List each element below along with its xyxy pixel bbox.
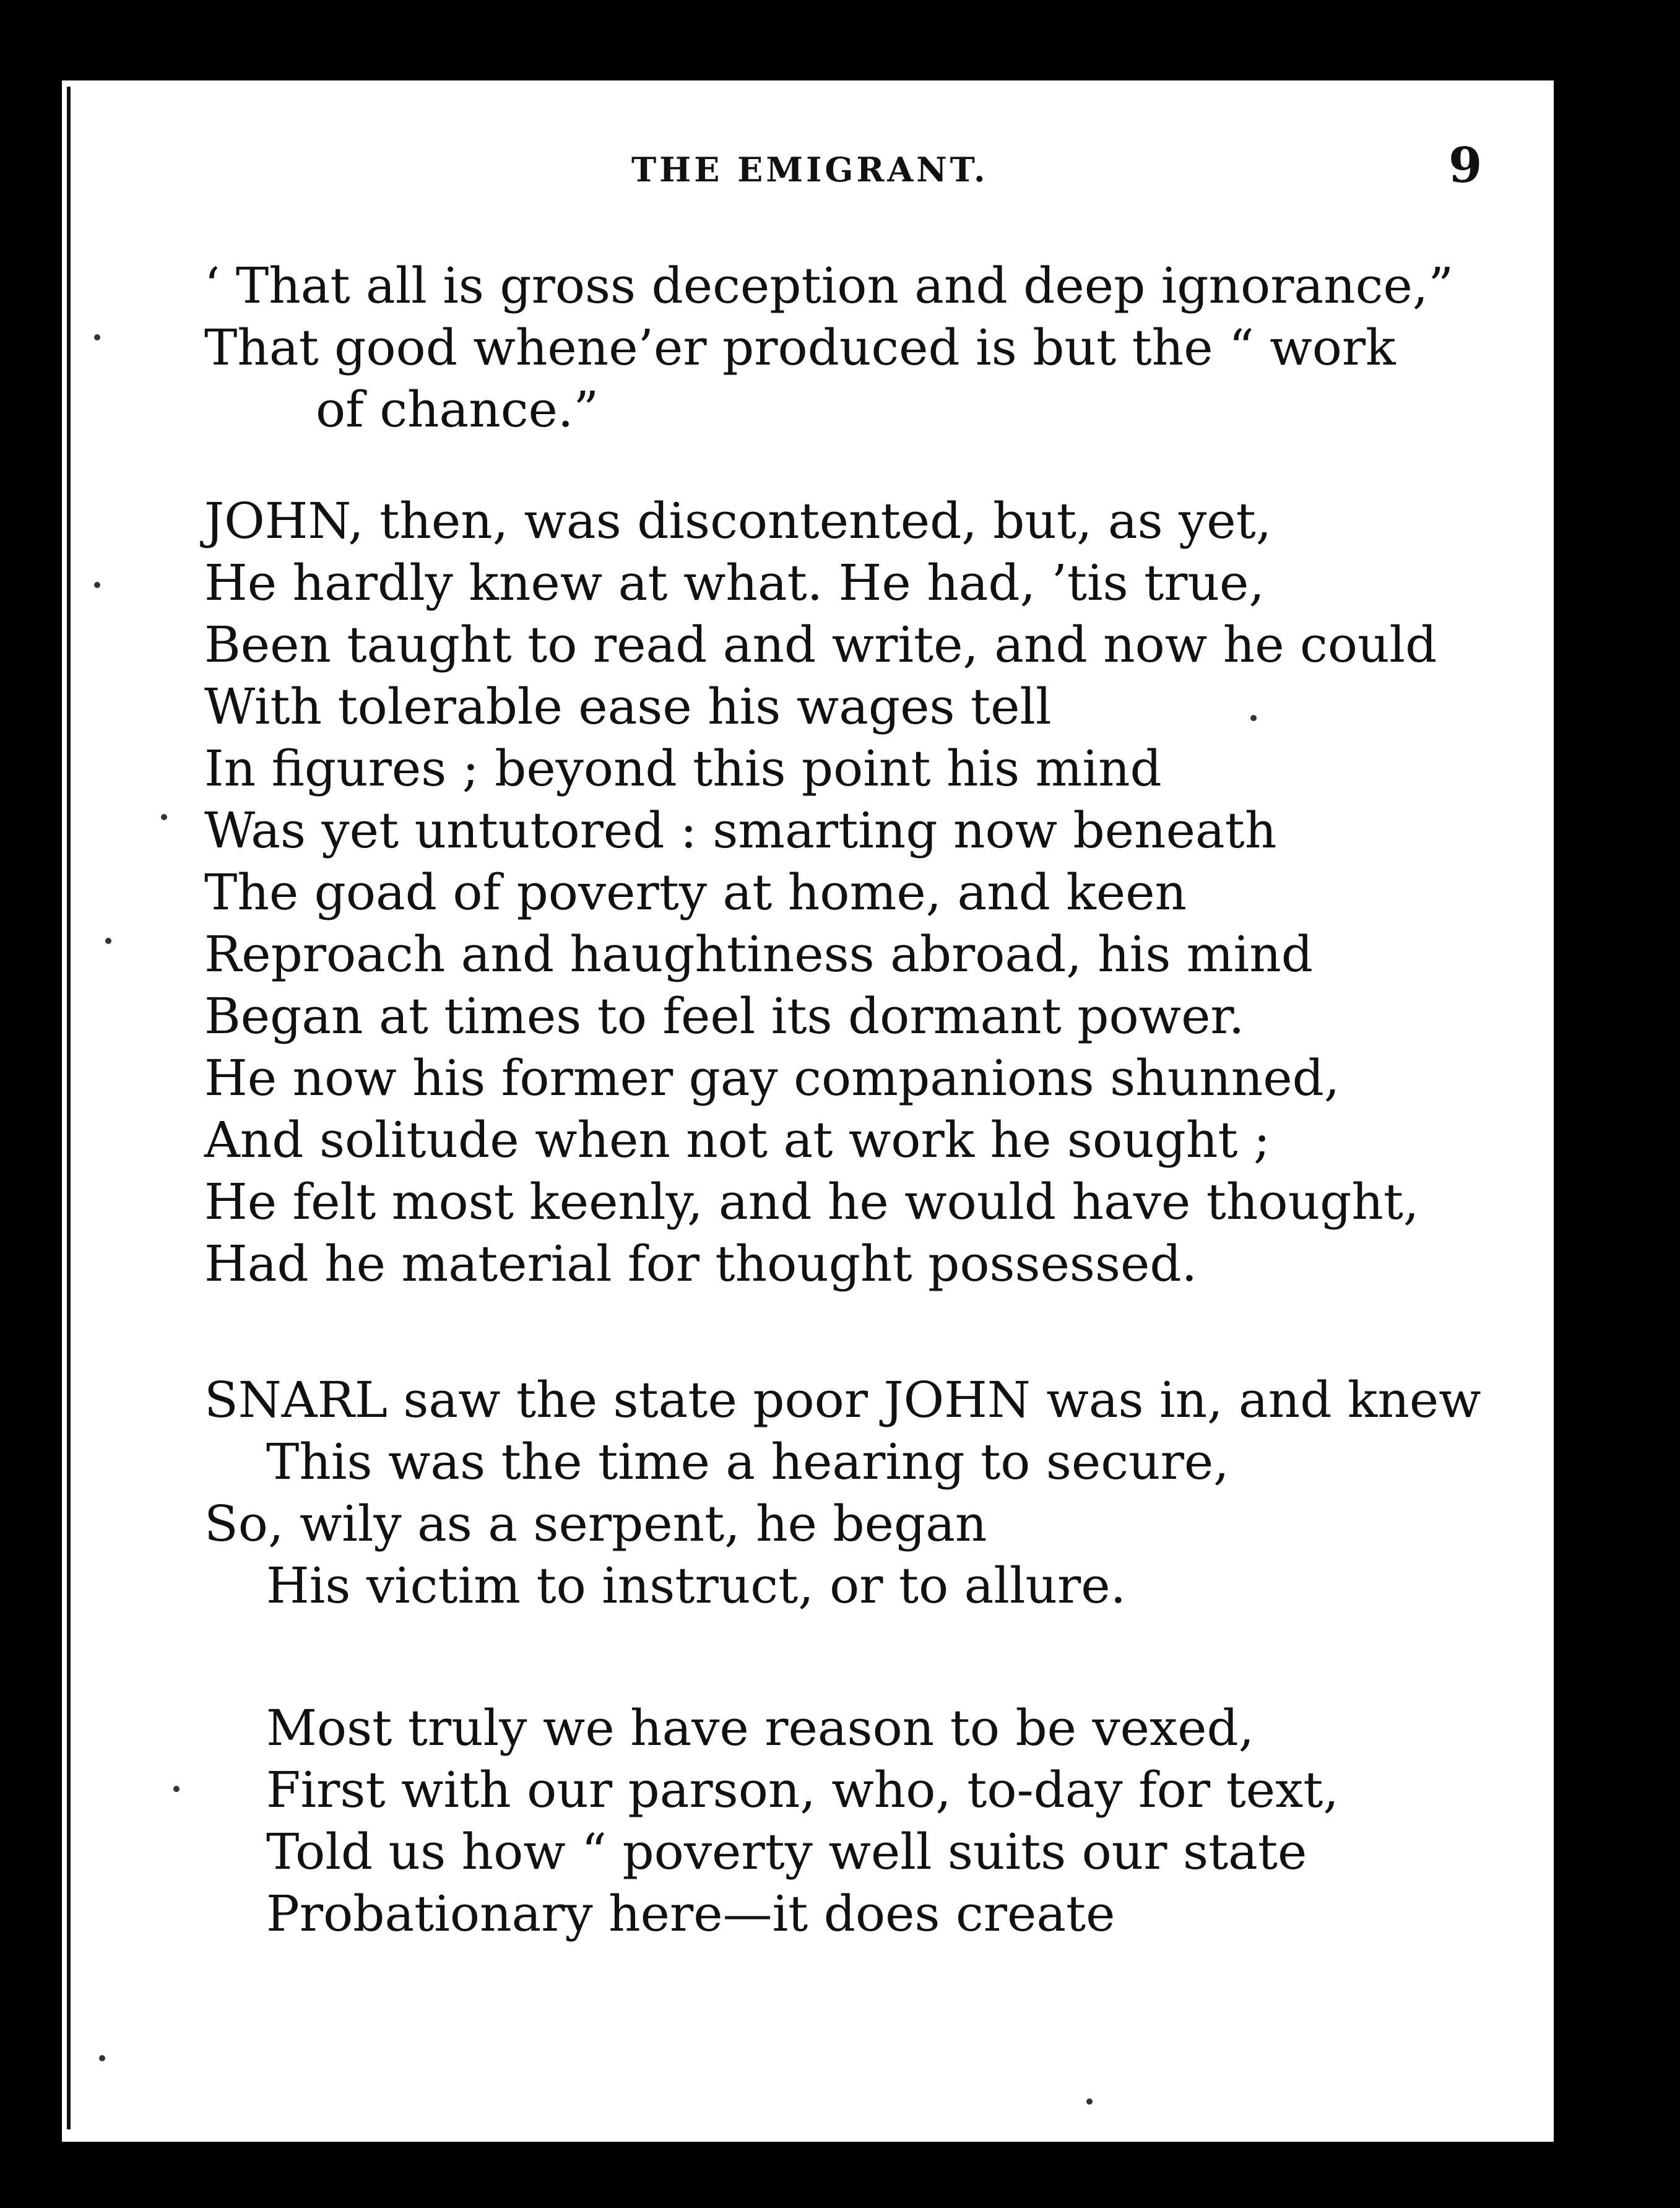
poem-line: First with our parson, who, to-day for text, <box>266 1761 1339 1819</box>
poem-line: With tolerable ease his wages tell <box>204 678 1052 735</box>
scan-speck <box>173 1786 180 1792</box>
running-head: THE EMIGRANT. <box>631 150 989 189</box>
poem-line: ‘ That all is gross deception and deep ignorance,” <box>204 257 1454 314</box>
page-number: 9 <box>1448 137 1483 194</box>
poem-line: That good whene’er produced is but the “ work <box>204 319 1396 376</box>
poem-line: Probationary here—it does create <box>266 1885 1115 1942</box>
poem-line: He now his former gay companions shunned, <box>204 1049 1340 1107</box>
scan-speck <box>161 814 167 820</box>
scan-speck <box>94 334 100 340</box>
scan-speck <box>94 582 100 588</box>
poem-line: So, wily as a serpent, he began <box>204 1495 987 1552</box>
poem-line: Told us how “ poverty well suits our state <box>266 1823 1307 1881</box>
poem-line: This was the time a hearing to secure, <box>266 1433 1229 1491</box>
poem-body <box>62 80 1554 2142</box>
poem-line: of chance.” <box>316 381 599 438</box>
poem-line: In figures ; beyond this point his mind <box>204 740 1162 797</box>
scan-speck <box>1086 2098 1093 2105</box>
poem-line: SNARL saw the state poor JOHN was in, and knew <box>204 1371 1481 1429</box>
scan-speck <box>105 938 111 944</box>
poem-line: Had he material for thought possessed. <box>204 1235 1198 1292</box>
scan-speck <box>1250 715 1257 721</box>
poem-line: Began at times to feel its dormant power. <box>204 987 1245 1045</box>
poem-line: And solitude when not at work he sought ; <box>204 1111 1270 1169</box>
scan-speck <box>99 2055 105 2061</box>
poem-line: Was yet untutored : smarting now beneath <box>204 802 1277 859</box>
book-page <box>62 80 1554 2142</box>
poem-line: He hardly knew at what. He had, ’tis true, <box>204 554 1265 612</box>
poem-line: JOHN, then, was discontented, but, as yet, <box>204 492 1272 550</box>
poem-line: He felt most keenly, and he would have thought, <box>204 1173 1419 1231</box>
poem-line: His victim to instruct, or to allure. <box>266 1557 1127 1614</box>
poem-line: Most truly we have reason to be vexed, <box>266 1699 1255 1757</box>
poem-line: Been taught to read and write, and now he could <box>204 616 1437 673</box>
poem-line: The goad of poverty at home, and keen <box>204 864 1187 921</box>
poem-line: Reproach and haughtiness abroad, his mind <box>204 925 1313 983</box>
